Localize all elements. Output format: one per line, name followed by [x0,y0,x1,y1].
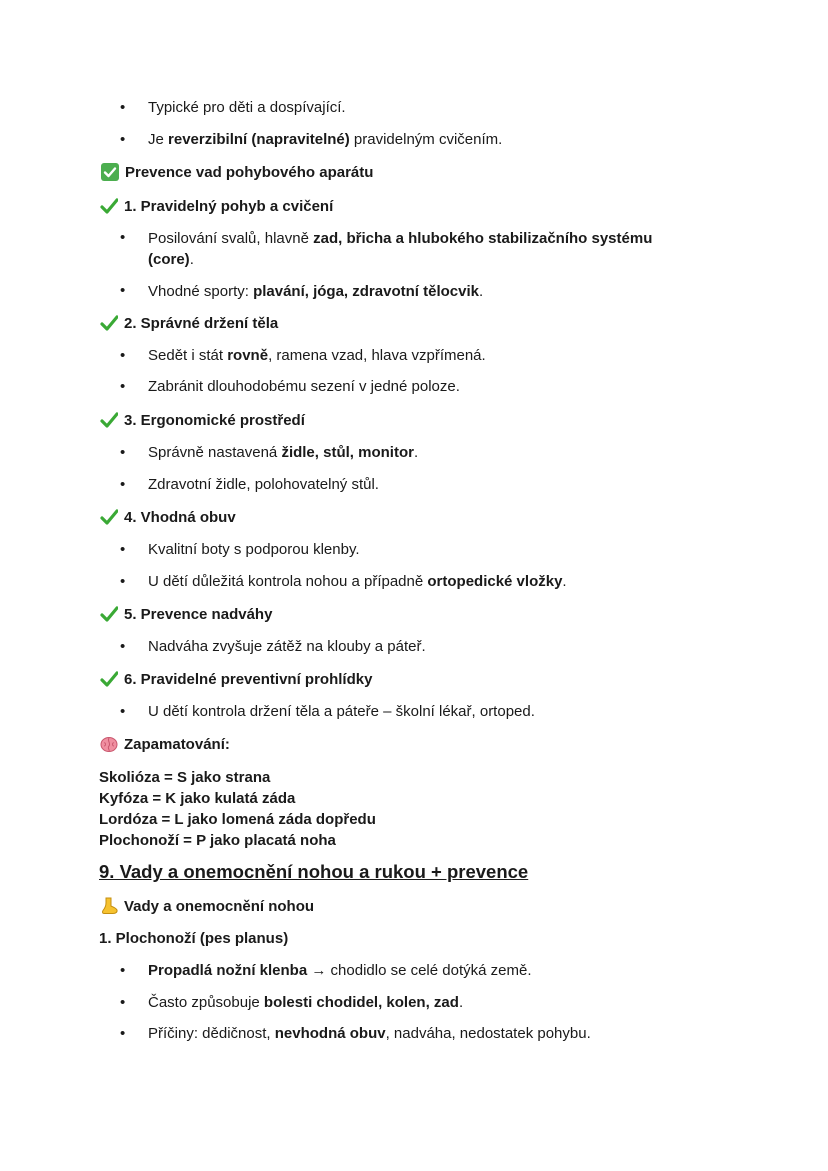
heading-text: 1. Pravidelný pohyb a cvičení [124,197,334,215]
check-mark-icon [100,197,118,215]
bullet-text: Zdravotní židle, polohovatelný stůl. [148,476,379,493]
bullet-text: Vhodné sporty: plavání, jóga, zdravotní tělocvik. [148,283,484,300]
subheading-5 [100,605,272,623]
memo-heading [100,735,230,753]
bullet: • [120,131,126,148]
foot-icon [100,897,118,915]
bullet-text: Nadváha zvyšuje zátěž na klouby a páteř. [148,638,426,655]
section-heading-prevence [101,163,373,181]
bullet-text: U dětí kontrola držení těla a páteře – školní lékař, ortoped. [148,703,535,720]
memo-line: Skolióza = S jako strana [99,769,271,786]
bullet: • [120,378,126,395]
bullet: • [120,229,126,246]
bullet-text: Sedět i stát rovně, ramena vzad, hlava vzpřímená. [148,347,486,364]
heading-text: Vady a onemocnění nohou [124,897,315,915]
section-heading-9: 9. Vady a onemocnění nohou a rukou + prevence [99,861,529,882]
subheading-plochonozi: 1. Plochonoží (pes planus) [99,930,289,947]
subheading-3 [100,411,305,429]
brain-icon [100,735,118,753]
heading-text: 3. Ergonomické prostředí [124,411,305,429]
bullet: • [120,573,126,590]
memo-line: Plochonoží = P jako placatá noha [99,832,336,849]
bullet: • [120,541,126,558]
check-mark-icon [100,605,118,623]
bullet: • [120,1025,126,1042]
bullet-text: U dětí důležitá kontrola nohou a případně ortopedické vložky. [148,573,567,590]
heading-text: 6. Pravidelné preventivní prohlídky [124,670,373,688]
bullet-text-cont: (core). [148,251,194,268]
foot-heading [100,897,314,915]
heading-text: Zapamatování: [124,735,230,753]
bullet: • [120,444,126,461]
bullet: • [120,703,126,720]
bullet-text: Příčiny: dědičnost, nevhodná obuv, nadváha, nedostatek pohybu. [148,1025,591,1042]
bullet-text: Propadlá nožní klenba → chodidlo se celé dotýká země. [148,962,532,979]
subheading-4 [100,508,236,526]
bullet: • [120,638,126,655]
heading-text: 2. Správné držení těla [124,314,279,332]
bullet: • [120,99,126,116]
bullet-text: Je reverzibilní (napravitelné) pravidelným cvičením. [148,131,503,148]
bullet-text: Kvalitní boty s podporou klenby. [148,541,360,558]
bullet: • [120,282,126,299]
bullet-text: Často způsobuje bolesti chodidel, kolen, zad. [148,994,464,1011]
check-mark-icon [100,670,118,688]
bullet-text: Zabránit dlouhodobému sezení v jedné poloze. [148,378,460,395]
heading-text: Prevence vad pohybového aparátu [125,163,374,181]
check-box-icon [101,163,119,181]
bullet-text: Typické pro děti a dospívající. [148,99,346,116]
bullet-text: Posilování svalů, hlavně zad, břicha a hlubokého stabilizačního systému [148,230,653,247]
subheading-6 [100,670,372,688]
subheading-1 [100,197,333,215]
bullet: • [120,476,126,493]
bullet-text: Správně nastavená židle, stůl, monitor. [148,444,419,461]
check-mark-icon [100,314,118,332]
check-mark-icon [100,411,118,429]
heading-text: 4. Vhodná obuv [124,508,236,526]
bullet: • [120,994,126,1011]
subheading-2 [100,314,278,332]
heading-text: 5. Prevence nadváhy [124,605,273,623]
memo-line: Lordóza = L jako lomená záda dopředu [99,811,376,828]
memo-line: Kyfóza = K jako kulatá záda [99,790,296,807]
check-mark-icon [100,508,118,526]
bullet: • [120,962,126,979]
bullet: • [120,347,126,364]
